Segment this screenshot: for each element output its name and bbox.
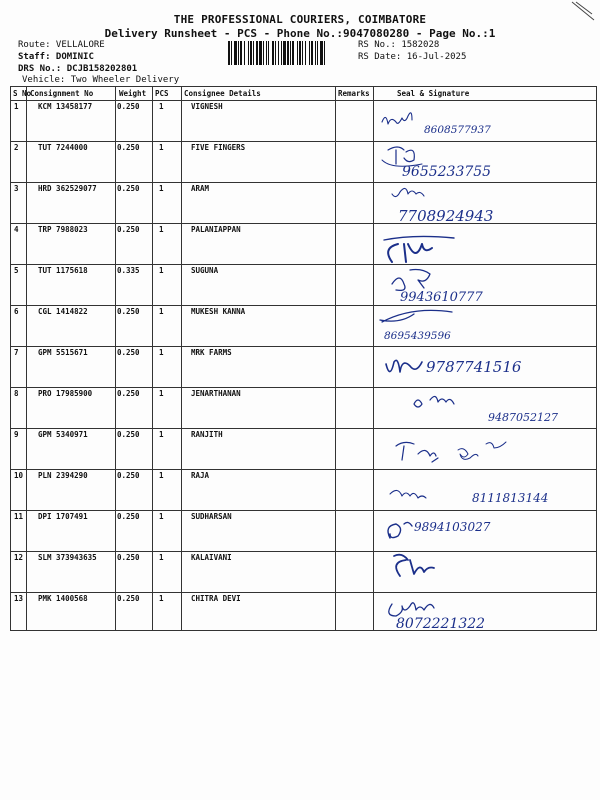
row-weight: 0.250 bbox=[117, 184, 140, 193]
row-pcs: 1 bbox=[159, 512, 164, 521]
rs-date: RS Date: 16-Jul-2025 bbox=[358, 52, 467, 62]
row-weight: 0.250 bbox=[117, 389, 140, 398]
row-pcs: 1 bbox=[159, 143, 164, 152]
row-consignee: JENARTHANAN bbox=[191, 389, 241, 398]
barcode-bar bbox=[297, 41, 298, 65]
row-pcs: 1 bbox=[159, 594, 164, 603]
row-weight: 0.250 bbox=[117, 430, 140, 439]
sig-phone-8: 8111813144 bbox=[472, 491, 549, 505]
barcode-bar bbox=[263, 41, 264, 65]
sig-phone-1: 8608577937 bbox=[424, 124, 491, 136]
barcode-bar bbox=[324, 41, 325, 65]
sig-phone-5: 8695439596 bbox=[384, 330, 451, 342]
barcode-bar bbox=[248, 41, 249, 65]
row-sno: 2 bbox=[14, 143, 19, 152]
barcode-bar bbox=[305, 41, 306, 65]
row-weight: 0.250 bbox=[117, 471, 140, 480]
rs-number: RS No.: 1582028 bbox=[358, 40, 440, 50]
row-divider bbox=[11, 469, 596, 470]
barcode-bar bbox=[290, 41, 291, 65]
row-pcs: 1 bbox=[159, 184, 164, 193]
row-divider bbox=[11, 141, 596, 142]
row-divider bbox=[11, 592, 596, 593]
row-consignment-no: TRP 7988023 bbox=[38, 225, 88, 234]
barcode-bar bbox=[309, 41, 310, 65]
row-divider bbox=[11, 182, 596, 183]
row-pcs: 1 bbox=[159, 553, 164, 562]
col-header-consignment: Consignment No bbox=[30, 89, 94, 98]
row-consignment-no: GPM 5340971 bbox=[38, 430, 88, 439]
row-pcs: 1 bbox=[159, 348, 164, 357]
barcode-bar bbox=[234, 41, 237, 65]
barcode-bar bbox=[256, 41, 258, 65]
row-weight: 0.250 bbox=[117, 307, 140, 316]
row-sno: 5 bbox=[14, 266, 19, 275]
row-sno: 8 bbox=[14, 389, 19, 398]
row-consignment-no: TUT 1175618 bbox=[38, 266, 88, 275]
barcode-bar bbox=[283, 41, 286, 65]
row-pcs: 1 bbox=[159, 102, 164, 111]
row-consignee: MRK FARMS bbox=[191, 348, 232, 357]
row-consignee: SUGUNA bbox=[191, 266, 219, 275]
sig-phone-6: 9787741516 bbox=[426, 358, 522, 376]
row-weight: 0.250 bbox=[117, 143, 140, 152]
row-pcs: 1 bbox=[159, 266, 164, 275]
row-pcs: 1 bbox=[159, 471, 164, 480]
runsheet-table bbox=[10, 86, 597, 631]
sig-phone-10: 8072221322 bbox=[396, 616, 486, 632]
barcode-bar bbox=[320, 41, 323, 65]
sig-phone-3: 7708924943 bbox=[398, 207, 494, 225]
row-consignment-no: CGL 1414822 bbox=[38, 307, 88, 316]
barcode-bar bbox=[299, 41, 301, 65]
barcode-bar bbox=[275, 41, 276, 65]
row-divider bbox=[11, 305, 596, 306]
barcode-bar bbox=[311, 41, 313, 65]
barcode-bar bbox=[266, 41, 267, 65]
row-consignee: CHITRA DEVI bbox=[191, 594, 241, 603]
row-consignment-no: PMK 1400568 bbox=[38, 594, 88, 603]
row-divider bbox=[11, 428, 596, 429]
sig-phone-4: 9943610777 bbox=[400, 290, 483, 305]
barcode-bar bbox=[302, 41, 303, 65]
barcode-bar bbox=[315, 41, 316, 65]
row-sno: 13 bbox=[14, 594, 24, 603]
row-consignment-no: SLM 373943635 bbox=[38, 553, 97, 562]
barcode-bar bbox=[238, 41, 239, 65]
row-divider bbox=[11, 264, 596, 265]
row-weight: 0.250 bbox=[117, 102, 140, 111]
sig-phone-9: 9894103027 bbox=[414, 520, 491, 534]
row-consignee: RAJA bbox=[191, 471, 210, 480]
row-weight: 0.250 bbox=[117, 553, 140, 562]
row-consignee: MUKESH KANNA bbox=[191, 307, 246, 316]
row-divider bbox=[11, 551, 596, 552]
col-header-weight: Weight bbox=[119, 89, 147, 98]
row-consignee: SUDHARSAN bbox=[191, 512, 232, 521]
barcode-image bbox=[228, 41, 352, 65]
row-consignee: RANJITH bbox=[191, 430, 223, 439]
row-sno: 9 bbox=[14, 430, 19, 439]
row-divider bbox=[11, 223, 596, 224]
row-consignment-no: HRD 362529077 bbox=[38, 184, 97, 193]
row-sno: 11 bbox=[14, 512, 24, 521]
page-corner-mark bbox=[570, 0, 596, 26]
row-sno: 6 bbox=[14, 307, 19, 316]
barcode-bar bbox=[317, 41, 318, 65]
row-consignment-no: KCM 13458177 bbox=[38, 102, 93, 111]
row-consignee: ARAM bbox=[191, 184, 210, 193]
barcode-bar bbox=[228, 41, 230, 65]
row-divider bbox=[11, 510, 596, 511]
row-consignment-no: GPM 5515671 bbox=[38, 348, 88, 357]
runsheet-subtitle: Delivery Runsheet - PCS - Phone No.:9047080280 - Page No.:1 bbox=[104, 27, 496, 40]
row-sno: 7 bbox=[14, 348, 19, 357]
drs-number: DRS No.: DCJB158202801 bbox=[18, 64, 138, 74]
staff-label: Staff: DOMINIC bbox=[18, 52, 94, 62]
barcode-bar bbox=[287, 41, 289, 65]
route-label: Route: VELLALORE bbox=[18, 40, 105, 50]
barcode-bar bbox=[259, 41, 262, 65]
row-consignee: FIVE FINGERS bbox=[191, 143, 246, 152]
barcode-bar bbox=[244, 41, 245, 65]
row-consignment-no: DPI 1707491 bbox=[38, 512, 88, 521]
row-consignee: KALAIVANI bbox=[191, 553, 232, 562]
row-sno: 10 bbox=[14, 471, 24, 480]
sig-phone-7: 9487052127 bbox=[488, 411, 558, 424]
barcode-bar bbox=[281, 41, 282, 65]
row-divider bbox=[11, 346, 596, 347]
barcode-bar bbox=[253, 41, 254, 65]
row-weight: 0.335 bbox=[117, 266, 140, 275]
company-title: THE PROFESSIONAL COURIERS, COIMBATORE bbox=[173, 13, 427, 26]
row-divider bbox=[11, 387, 596, 388]
row-weight: 0.250 bbox=[117, 348, 140, 357]
row-pcs: 1 bbox=[159, 389, 164, 398]
row-sno: 1 bbox=[14, 102, 19, 111]
barcode-bar bbox=[272, 41, 274, 65]
row-sno: 4 bbox=[14, 225, 19, 234]
row-weight: 0.250 bbox=[117, 512, 140, 521]
row-consignment-no: TUT 7244000 bbox=[38, 143, 88, 152]
row-pcs: 1 bbox=[159, 307, 164, 316]
barcode-bar bbox=[268, 41, 269, 65]
barcode-bar bbox=[240, 41, 242, 65]
barcode-bar bbox=[250, 41, 252, 65]
row-consignment-no: PRO 17985900 bbox=[38, 389, 93, 398]
row-sno: 12 bbox=[14, 553, 24, 562]
row-pcs: 1 bbox=[159, 225, 164, 234]
row-consignee: VIGNESH bbox=[191, 102, 223, 111]
col-header-pcs: PCS bbox=[155, 89, 169, 98]
barcode-bar bbox=[278, 41, 279, 65]
row-pcs: 1 bbox=[159, 430, 164, 439]
col-header-sno: S No bbox=[13, 89, 32, 98]
row-consignee: PALANIAPPAN bbox=[191, 225, 241, 234]
vehicle-label: Vehicle: Two Wheeler Delivery bbox=[22, 75, 180, 85]
col-header-consignee: Consignee Details bbox=[184, 89, 261, 98]
row-consignment-no: PLN 2394290 bbox=[38, 471, 88, 480]
row-weight: 0.250 bbox=[117, 225, 140, 234]
col-header-remarks: Remarks bbox=[338, 89, 370, 98]
sig-phone-2: 9655233755 bbox=[402, 164, 492, 180]
barcode-bar bbox=[292, 41, 294, 65]
row-sno: 3 bbox=[14, 184, 19, 193]
col-header-signature: Seal & Signature bbox=[397, 89, 470, 98]
barcode-bar bbox=[231, 41, 232, 65]
row-weight: 0.250 bbox=[117, 594, 140, 603]
